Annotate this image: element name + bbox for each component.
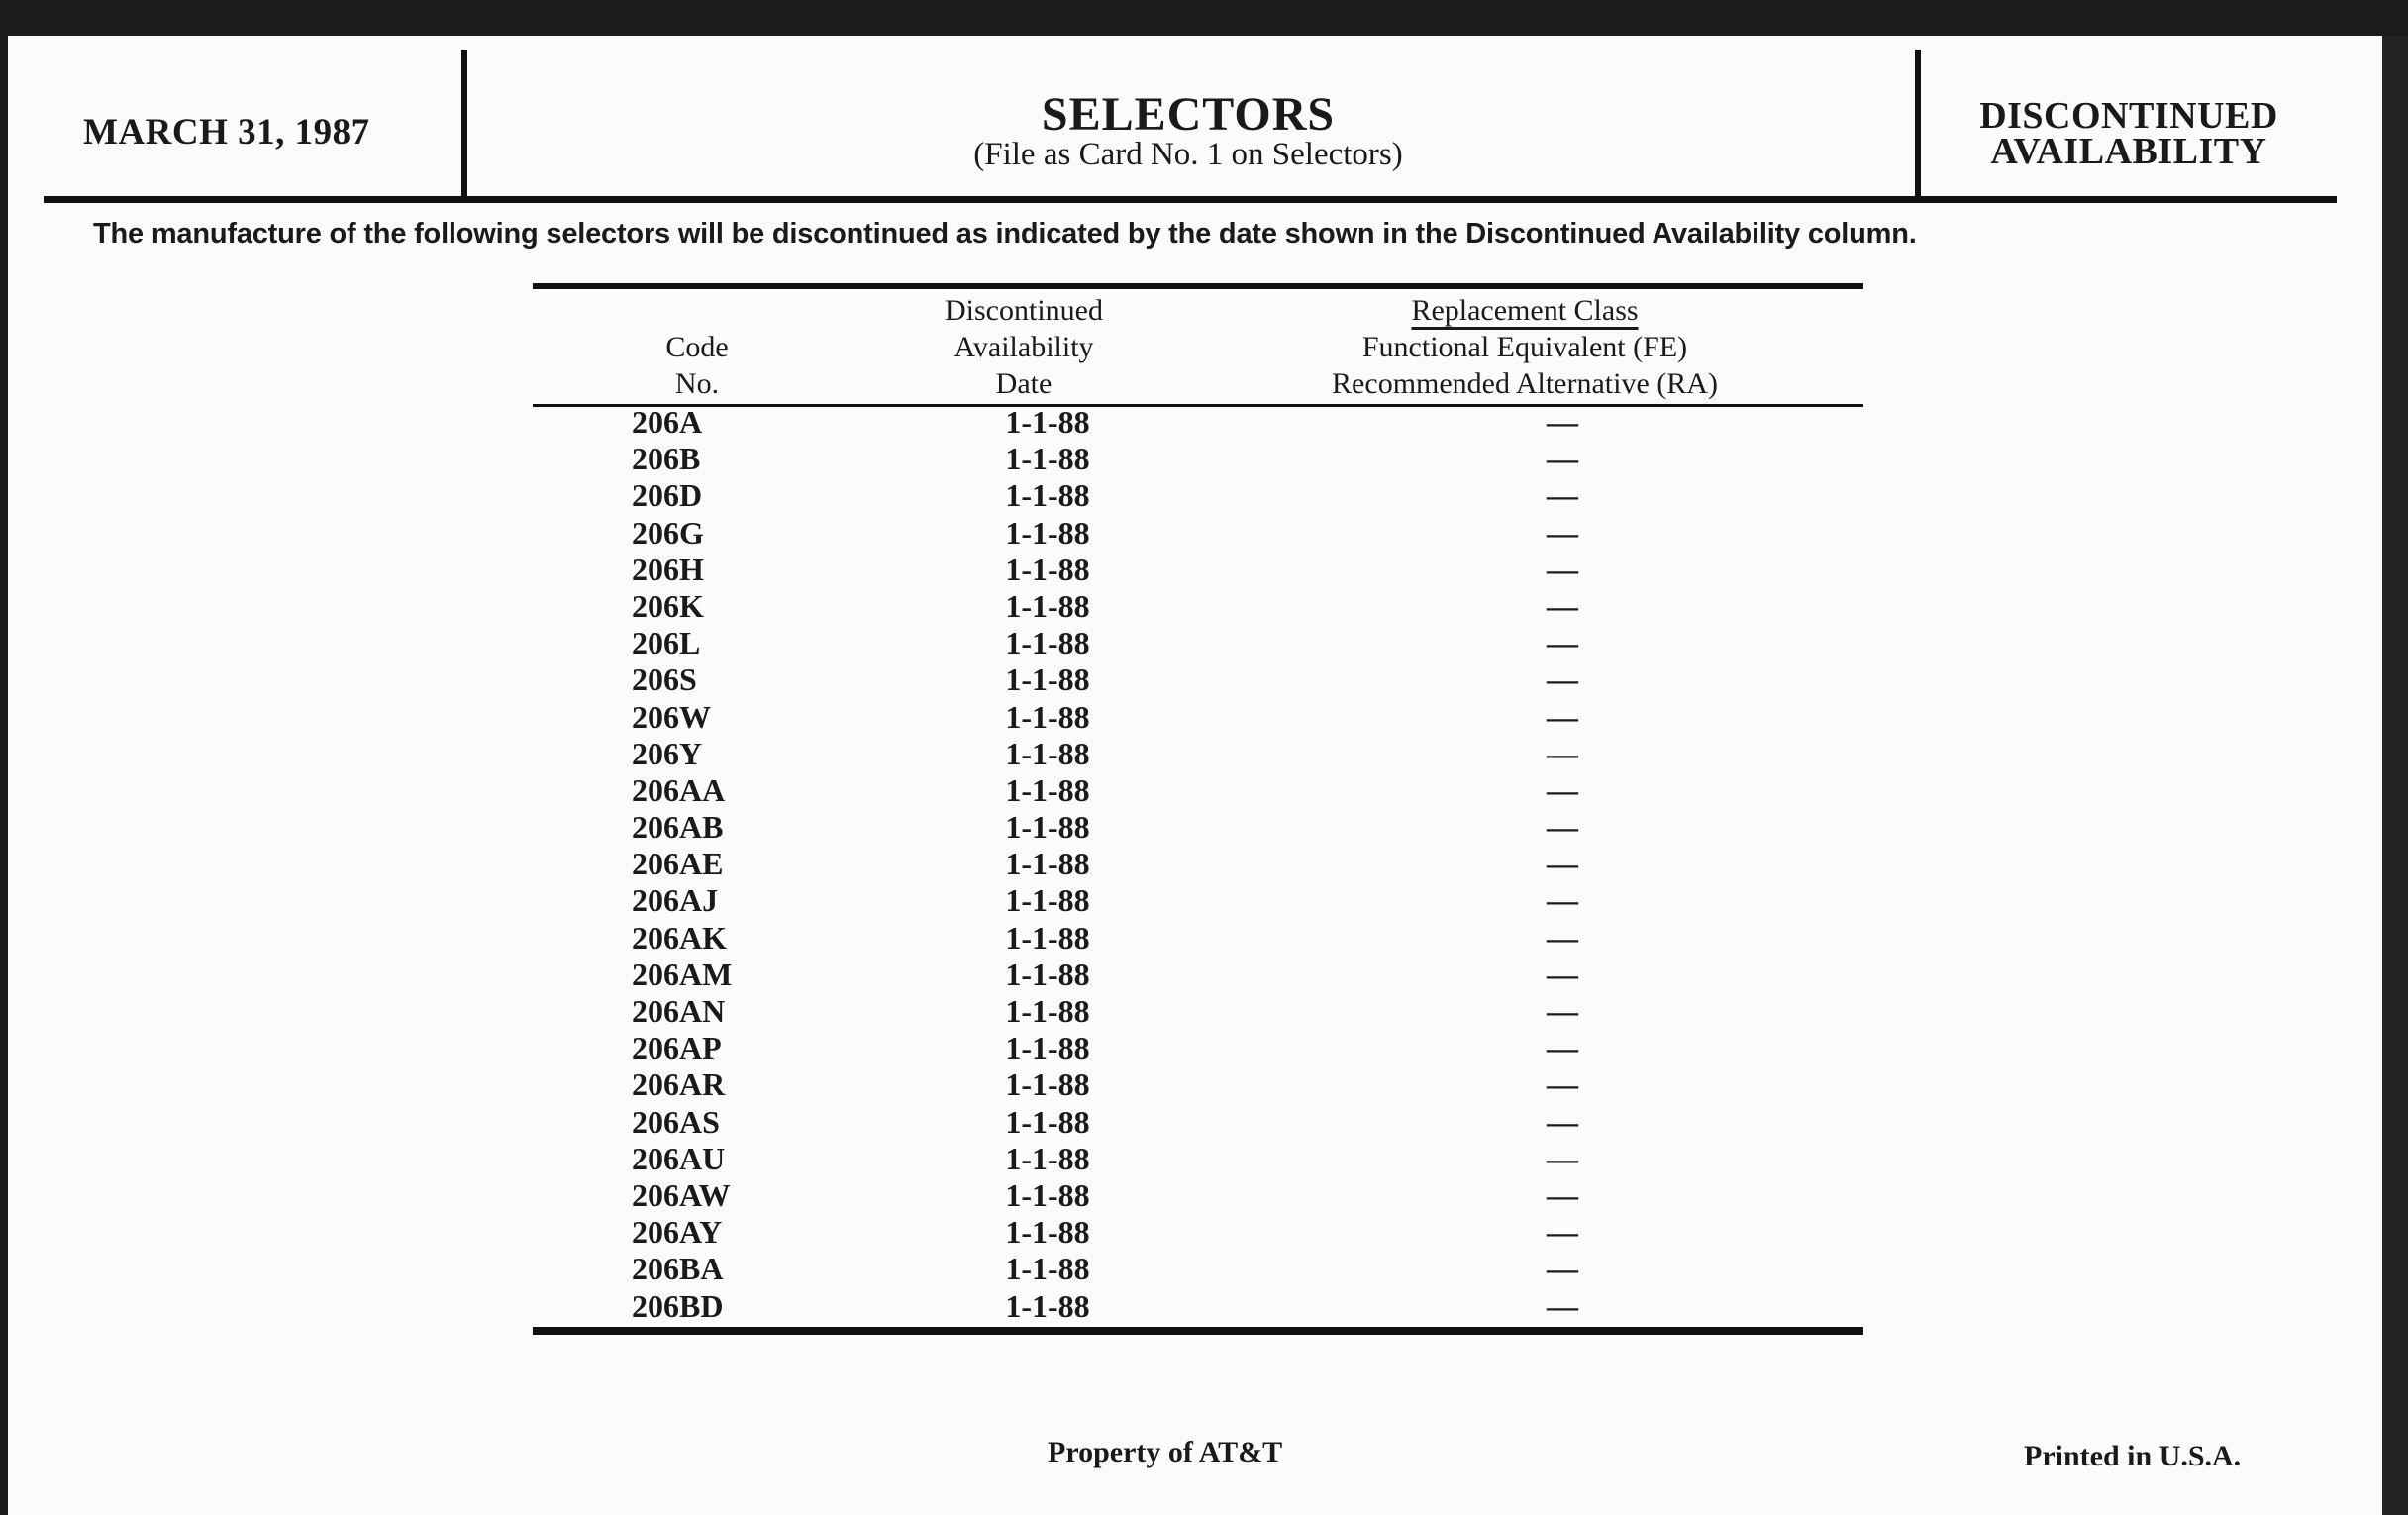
scan-edge — [2382, 36, 2408, 1515]
code-cell: 206AW — [632, 1176, 731, 1213]
code-cell: 206AN — [632, 993, 726, 1029]
date-cell: 1-1-88 — [1005, 1066, 1090, 1103]
date-cell: 1-1-88 — [1005, 1103, 1090, 1140]
table-row — [533, 807, 1863, 844]
status-line-1: DISCONTINUED — [1979, 95, 2278, 137]
code-cell: 206AK — [632, 919, 727, 956]
header-rule — [44, 196, 2337, 203]
code-cell: 206B — [632, 441, 701, 477]
code-cell: 206A — [632, 404, 703, 440]
table-row — [533, 770, 1863, 807]
code-cell: 206AS — [632, 1103, 720, 1140]
code-header-line2: No. — [674, 367, 720, 400]
date-cell: 1-1-88 — [1005, 735, 1090, 771]
table-bottom-rule — [533, 1327, 1863, 1335]
table-row — [533, 1286, 1863, 1323]
table-row — [533, 1028, 1863, 1064]
code-cell: 206BD — [632, 1287, 724, 1324]
replacement-cell: — — [1547, 735, 1578, 771]
date-cell: 1-1-88 — [1005, 551, 1090, 587]
code-cell: 206AA — [632, 771, 726, 808]
code-header-line1: Code — [665, 331, 729, 363]
replacement-header-line1: Replacement Class — [1411, 294, 1639, 327]
table-row — [533, 880, 1863, 917]
table-row — [533, 697, 1863, 734]
table-body — [533, 402, 1863, 1323]
code-cell: 206D — [632, 477, 703, 514]
replacement-cell: — — [1547, 882, 1578, 919]
replacement-cell: — — [1547, 956, 1578, 992]
code-cell: 206Y — [632, 735, 703, 771]
code-cell: 206G — [632, 514, 704, 551]
replacement-header-line2: Functional Equivalent (FE) — [1361, 331, 1688, 363]
replacement-cell: — — [1547, 661, 1578, 698]
intro-text: The manufacture of the following selectors will be discontinued as indicated by the date shown in the Discontinued Availability column. — [93, 218, 1917, 250]
table-row — [533, 1064, 1863, 1101]
table-row — [533, 844, 1863, 880]
code-cell: 206H — [632, 551, 704, 587]
date-cell: 1-1-88 — [1005, 1251, 1090, 1287]
replacement-cell: — — [1547, 1140, 1578, 1176]
replacement-cell: — — [1547, 993, 1578, 1029]
date-header-line1: Discontinued — [945, 294, 1103, 327]
replacement-cell: — — [1547, 771, 1578, 808]
replacement-cell: — — [1547, 1287, 1578, 1324]
table-row — [533, 1139, 1863, 1175]
table-row — [533, 550, 1863, 586]
table-row — [533, 439, 1863, 475]
date-cell: 1-1-88 — [1005, 404, 1090, 440]
column-header-replacement — [1228, 292, 1822, 402]
date-cell: 1-1-88 — [1005, 809, 1090, 846]
date-cell: 1-1-88 — [1005, 1214, 1090, 1251]
code-cell: 206K — [632, 587, 704, 624]
replacement-cell: — — [1547, 1214, 1578, 1251]
date-cell: 1-1-88 — [1005, 587, 1090, 624]
code-cell: 206AP — [632, 1030, 722, 1066]
code-cell: 206W — [632, 698, 711, 735]
code-cell: 206AU — [632, 1140, 726, 1176]
replacement-cell: — — [1547, 404, 1578, 440]
date-cell: 1-1-88 — [1005, 956, 1090, 992]
footer-printed: Printed in U.S.A. — [2024, 1440, 2242, 1472]
date-cell: 1-1-88 — [1005, 1176, 1090, 1213]
replacement-cell: — — [1547, 1066, 1578, 1103]
replacement-cell: — — [1547, 1103, 1578, 1140]
date-cell: 1-1-88 — [1005, 698, 1090, 735]
code-cell: 206BA — [632, 1251, 724, 1287]
code-cell: 206AE — [632, 846, 724, 882]
replacement-cell: — — [1547, 698, 1578, 735]
code-cell: 206AR — [632, 1066, 726, 1103]
replacement-header-line3: Recommended Alternative (RA) — [1332, 367, 1718, 400]
table-row — [533, 991, 1863, 1028]
table-row — [533, 1212, 1863, 1249]
date-cell: 1-1-88 — [1005, 1287, 1090, 1324]
column-header-date — [875, 292, 1172, 402]
replacement-cell: — — [1547, 477, 1578, 514]
table-row — [533, 659, 1863, 696]
table-row — [533, 955, 1863, 991]
replacement-cell: — — [1547, 1030, 1578, 1066]
table-row — [533, 475, 1863, 512]
date-cell: 1-1-88 — [1005, 625, 1090, 661]
date-cell: 1-1-88 — [1005, 1140, 1090, 1176]
header-divider-left — [461, 50, 467, 198]
table-row — [533, 1175, 1863, 1212]
table-row — [533, 1249, 1863, 1285]
code-cell: 206S — [632, 661, 697, 698]
replacement-cell: — — [1547, 441, 1578, 477]
code-cell: 206AM — [632, 956, 733, 992]
date-cell: 1-1-88 — [1005, 441, 1090, 477]
replacement-cell: — — [1547, 625, 1578, 661]
date-cell: 1-1-88 — [1005, 771, 1090, 808]
replacement-cell: — — [1547, 587, 1578, 624]
replacement-cell: — — [1547, 1176, 1578, 1213]
status-line-2: AVAILABILITY — [1990, 131, 2267, 172]
code-cell: 206L — [632, 625, 701, 661]
replacement-cell: — — [1547, 846, 1578, 882]
table-row — [533, 402, 1863, 439]
replacement-cell: — — [1547, 1251, 1578, 1287]
table-row — [533, 513, 1863, 550]
page-title: SELECTORS — [1041, 88, 1336, 141]
date-cell: 1-1-88 — [1005, 846, 1090, 882]
date-cell: 1-1-88 — [1005, 661, 1090, 698]
table-row — [533, 586, 1863, 623]
date-cell: 1-1-88 — [1005, 993, 1090, 1029]
header-date: MARCH 31, 1987 — [83, 112, 370, 152]
column-header-code — [598, 329, 796, 402]
replacement-cell: — — [1547, 919, 1578, 956]
table-top-rule — [533, 283, 1863, 289]
date-cell: 1-1-88 — [1005, 477, 1090, 514]
code-cell: 206AJ — [632, 882, 719, 919]
table-row — [533, 1102, 1863, 1139]
date-cell: 1-1-88 — [1005, 882, 1090, 919]
page-subtitle: (File as Card No. 1 on Selectors) — [973, 137, 1403, 172]
code-cell: 206AB — [632, 809, 724, 846]
date-header-line2: Availability — [953, 331, 1094, 363]
date-cell: 1-1-88 — [1005, 919, 1090, 956]
replacement-cell: — — [1547, 551, 1578, 587]
table-row — [533, 623, 1863, 659]
footer-property: Property of AT&T — [1048, 1436, 1283, 1468]
replacement-cell: — — [1547, 514, 1578, 551]
date-cell: 1-1-88 — [1005, 1030, 1090, 1066]
table-row — [533, 734, 1863, 770]
table-row — [533, 918, 1863, 955]
replacement-cell: — — [1547, 809, 1578, 846]
date-cell: 1-1-88 — [1005, 514, 1090, 551]
code-cell: 206AY — [632, 1214, 723, 1251]
date-header-line3: Date — [995, 367, 1053, 400]
header-divider-right — [1915, 50, 1921, 198]
